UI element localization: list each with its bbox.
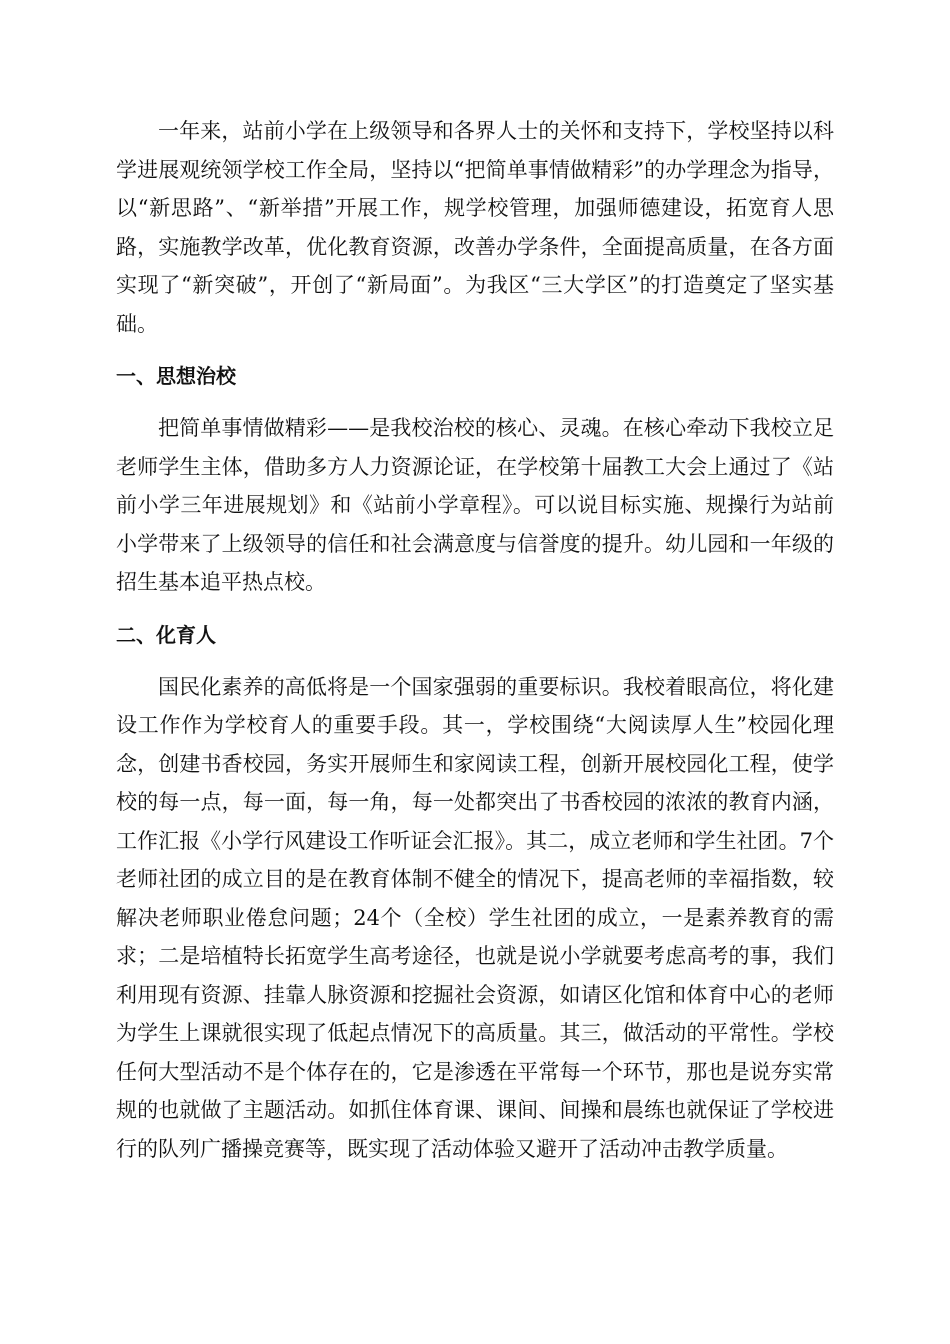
section-paragraph-ideology: 把简单事情做精彩——是我校治校的核心、灵魂。在核心牵动下我校立足老师学生主体，借助多方人力资源论证，在学校第十届教工大会上通过了《站前小学三年进展规划》和《站前小学章程》。可以说目标实施、规操行为站前小学带来了上级领导的信任和社会满意度与信誉度的提升。幼儿园和一年级的招生基本追平热点校。 (116, 416, 834, 594)
intro-paragraph: 一年来，站前小学在上级领导和各界人士的关怀和支持下，学校坚持以科学进展观统领学校工作全局，坚持以“把简单事情做精彩”的办学理念为指导，以“新思路”、“新举措”开展工作，规学校管理，加强师德建设，拓宽育人思路，实施教学改革，优化教育资源，改善办学条件，全面提高质量，在各方面实现了“新突破”，开创了“新局面”。为我区“三大学区”的打造奠定了坚实基础。 (116, 119, 834, 336)
section-heading-ideology: 一、思想治校 (116, 364, 236, 388)
document-page (116, 112, 834, 1168)
section-heading-culture: 二、化育人 (116, 622, 216, 647)
section-paragraph-culture: 国民化素养的高低将是一个国家强弱的重要标识。我校着眼高位，将化建设工作作为学校育人的重要手段。其一，学校围绕“大阅读厚人生”校园化理念，创建书香校园，务实开展师生和家阅读工程，创新开展校园化工程，使学校的每一点，每一面，每一角，每一处都突出了书香校园的浓浓的教育内涵，工作汇报《小学行风建设工作听证会汇报》。其二，成立老师和学生社团。7个老师社团的成立目的是在教育体制不健全的情况下，提高老师的幸福指数，较解决老师职业倦怠问题；24个（全校）学生社团的成立，一是素养教育的需求；二是培植特长拓宽学生高考途径，也就是说小学就要考虑高考的事，我们利用现有资源、挂靠人脉资源和挖掘社会资源，如请区化馆和体育中心的老师为学生上课就很实现了低起点情况下的高质量。其三，做活动的平常性。学校任何大型活动不是个体存在的，它是渗透在平常每一个环节，那也是说夯实常规的也就做了主题活动。如抓住体育课、课间、间操和晨练也就保证了学校进行的队列广播操竞赛等，既实现了活动体验又避开了活动冲击教学质量。 (116, 674, 834, 1161)
